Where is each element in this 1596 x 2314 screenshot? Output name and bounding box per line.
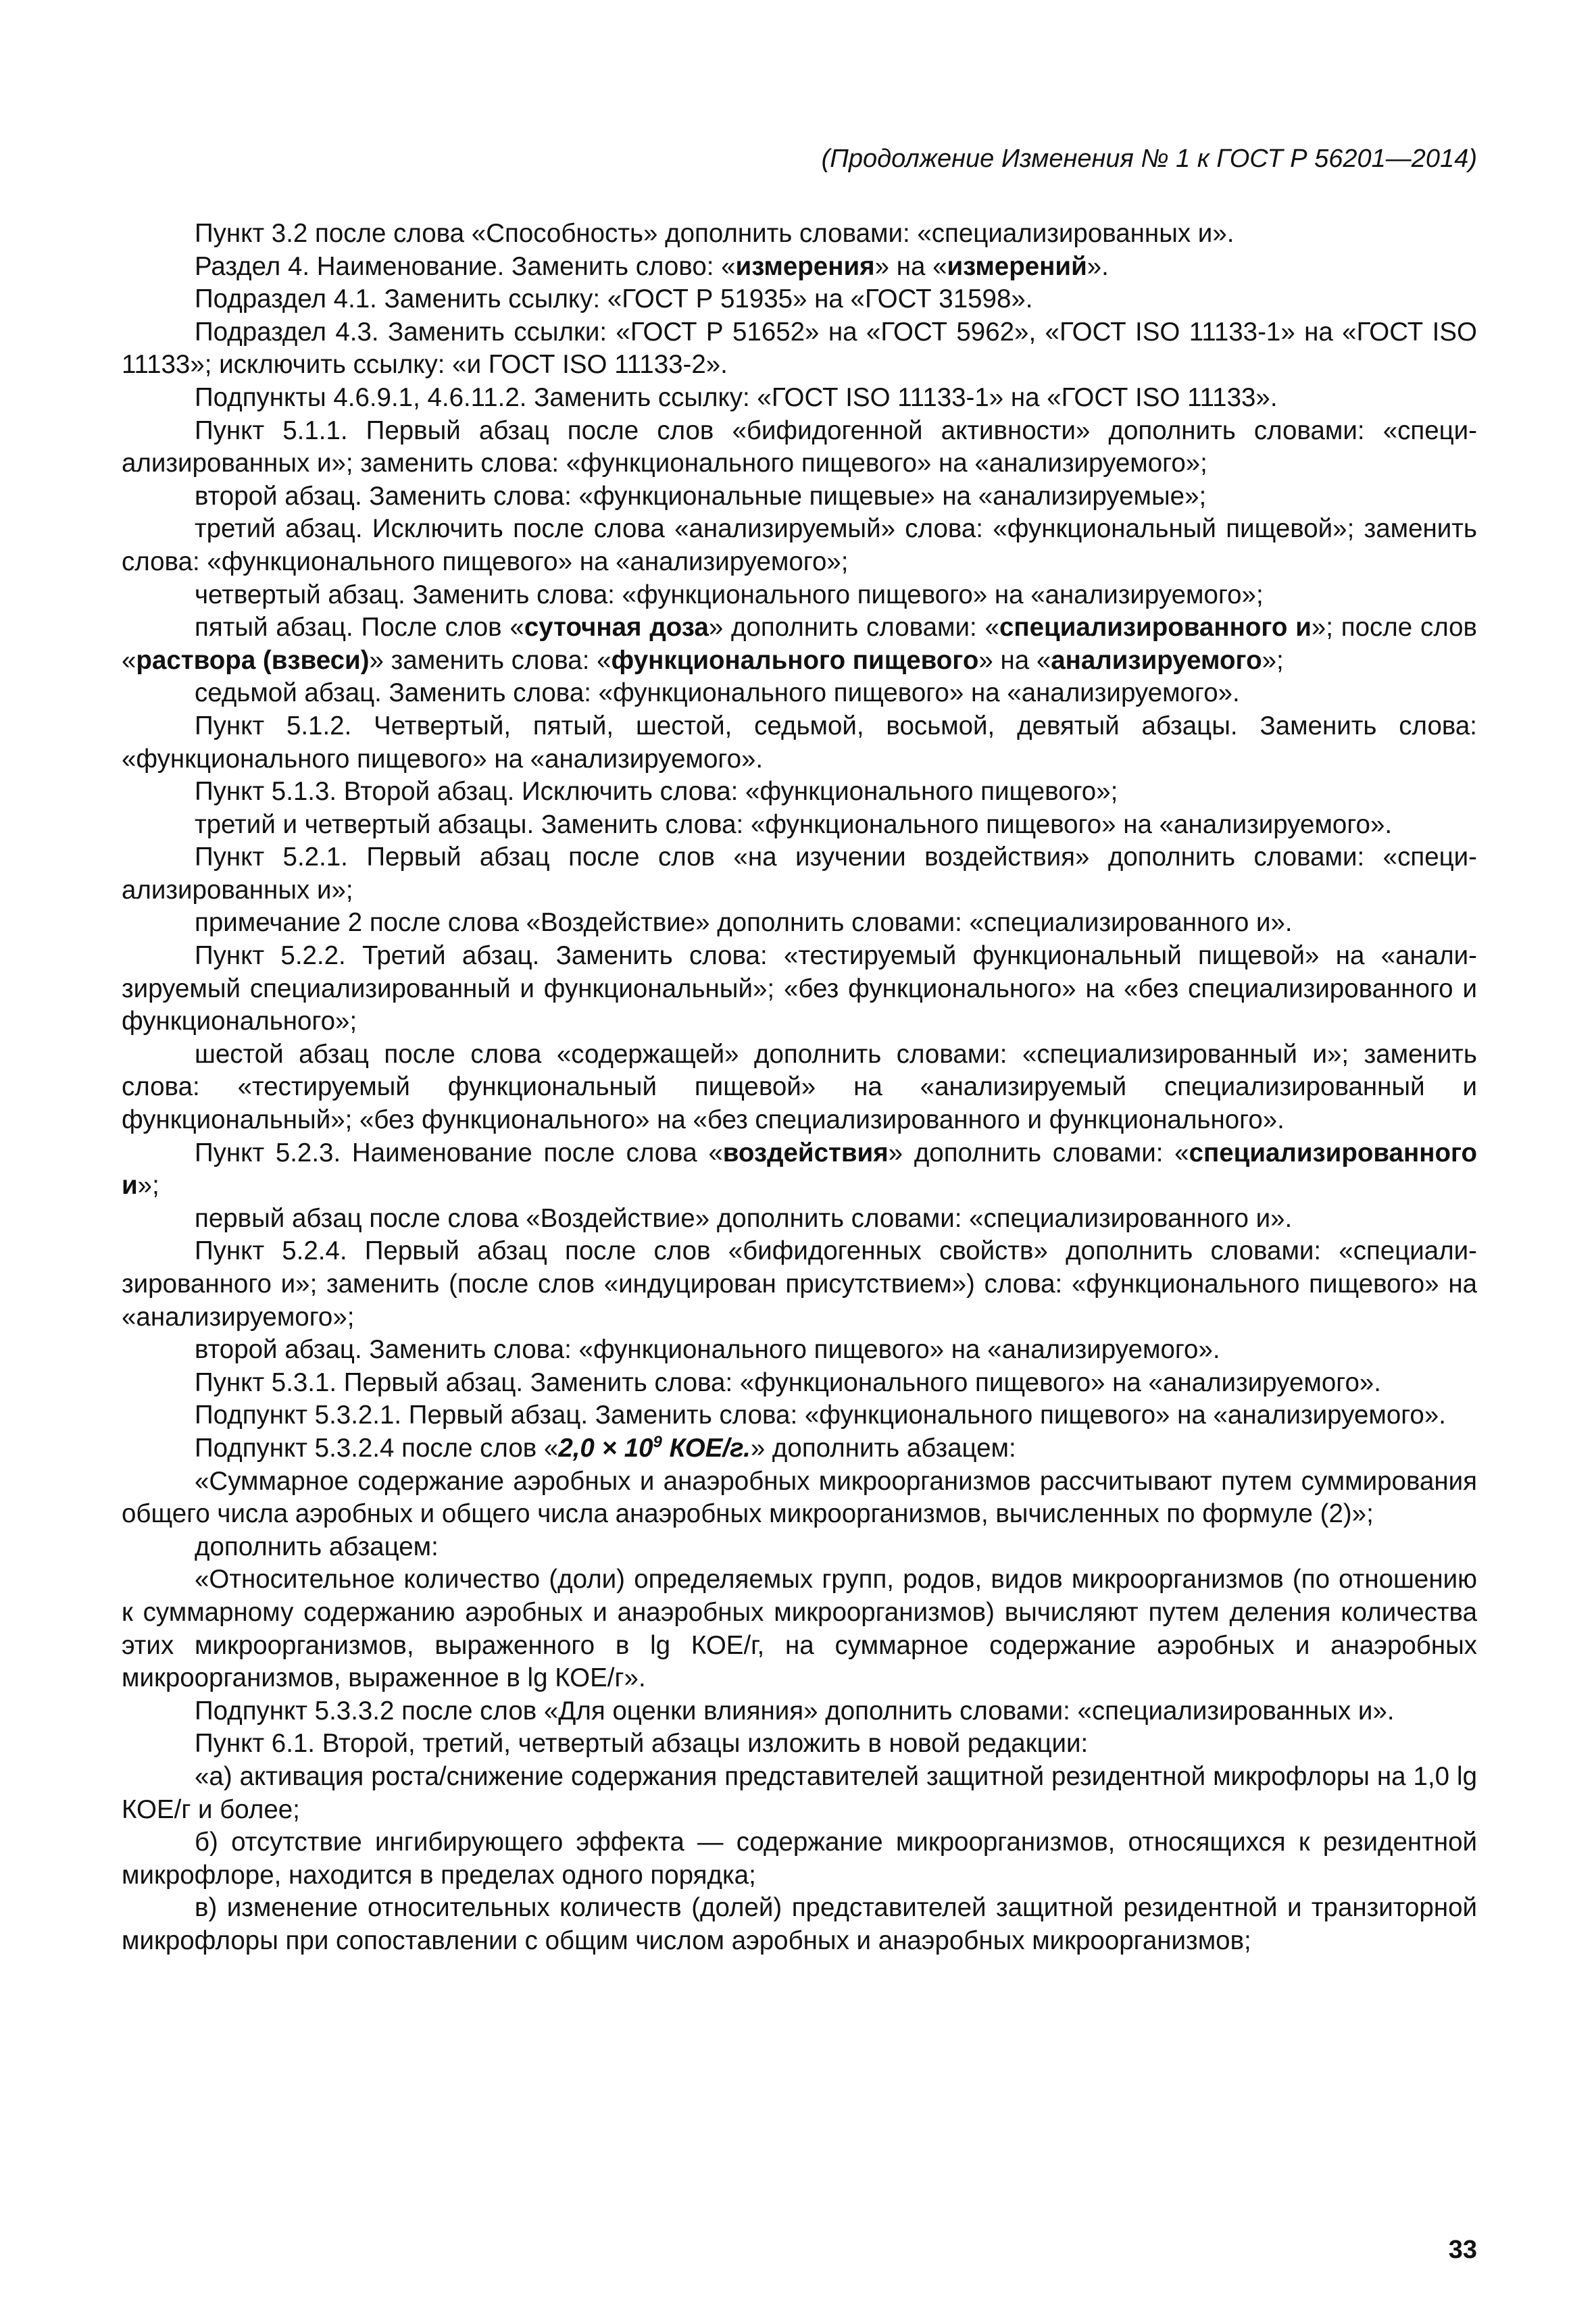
paragraph: «а) активация роста/снижение содержания представителей защитной резидентной микрофлоры на 1,0 lg КОЕ/г и более; (122, 1761, 1477, 1824)
paragraph: Пункт 5.1.2. Четвертый, пятый, шестой, седьмой, восьмой, девятый абзацы. Заменить слова: «функционального пищевого» на «анализируемого». (122, 711, 1477, 774)
paragraph: четвертый абзац. Заменить слова: «функционального пищевого» на «анализируемого»; (195, 580, 1264, 609)
paragraph: Раздел 4. Наименование. Заменить слово: «измерения» на «измерений». (195, 251, 1109, 281)
paragraph: Подраздел 4.1. Заменить ссылку: «ГОСТ Р 51935» на «ГОСТ 31598». (195, 284, 1033, 314)
paragraph: Подпункт 5.3.2.4 после слов «$2,0 \times 10^9$ КОЕ/г.» дополнить абзацем: (195, 1433, 1016, 1463)
paragraph: седьмой абзац. Заменить слова: «функционального пищевого» на «анализируемого». (195, 678, 1240, 708)
paragraph: Подраздел 4.3. Заменить ссылки: «ГОСТ Р 51652» на «ГОСТ 5962», «ГОСТ ISO 11133-1» на «ГОСТ ISO 11133»; исключить ссылку: «и ГОСТ ISO 11133-2». (122, 317, 1477, 380)
page-number: 33 (1448, 2236, 1477, 2264)
paragraph: дополнить абзацем: (195, 1532, 439, 1561)
paragraph: пятый абзац. После слов «суточная доза» дополнить словами: «специализированного и»; после слов «раствора (взвеси)» заменить слова: «функционального пищевого» на «анализируемого»; (122, 613, 1478, 675)
paragraph: второй абзац. Заменить слова: «функционального пищевого» на «анализируемого». (195, 1335, 1220, 1365)
paragraph: Пункт 5.2.2. Третий абзац. Заменить слова: «тестируемый функциональный пищевой» на «анализируемый специализированный и функциональный»; «без функционального» на «без специализированного и функционального»; (122, 941, 1477, 1036)
paragraph: Пункт 3.2 после слова «Способность» дополнить словами: «специализированных и». (195, 219, 1235, 248)
paragraph: Пункт 5.2.4. Первый абзац после слов «бифидогенных свойств» дополнить словами: «специализированного и»; заменить (после слов «индуцирован присутствием») слова: «функционального пищевого» на «анализируемого»; (122, 1236, 1477, 1332)
paragraph: третий и четвертый абзацы. Заменить слова: «функционального пищевого» на «анализируемого». (195, 809, 1393, 839)
paragraph: Пункт 5.1.3. Второй абзац. Исключить слова: «функционального пищевого»; (195, 777, 1118, 807)
paragraph: примечание 2 после слова «Воздействие» дополнить словами: «специализированного и». (195, 908, 1293, 938)
paragraph: в) изменение относительных количеств (долей) представителей защитной резидентной и транзиторной микрофлоры при сопоставлении с общим числом аэробных и анаэробных микроорганизмов; (122, 1893, 1477, 1955)
paragraph: б) отсутствие ингибирующего эффекта — содержание микроорганизмов, относящихся к резидентной микрофлоре, находится в пределах одного порядка; (122, 1828, 1477, 1890)
paragraph: Подпункты 4.6.9.1, 4.6.11.2. Заменить ссылку: «ГОСТ ISO 11133-1» на «ГОСТ ISO 11133». (195, 382, 1278, 412)
running-header: (Продолжение Изменения № 1 к ГОСТ Р 56201—2014) (821, 145, 1477, 173)
paragraph: «Суммарное содержание аэробных и анаэробных микроорганизмов рассчитывают путем суммирования общего числа аэробных и общего числа анаэробных микроорганизмов, вычисленных по формуле (2)»; (122, 1466, 1477, 1529)
paragraph: Подпункт 5.3.3.2 после слов «Для оценки влияния» дополнить словами: «специализированных и». (195, 1696, 1395, 1726)
document-body (122, 218, 1477, 1957)
paragraph: Пункт 6.1. Второй, третий, четвертый абзацы изложить в новой редакции: (195, 1729, 1089, 1759)
paragraph: шестой абзац после слова «содержащей» дополнить словами: «специализированный и»; заменить слова: «тестируемый функциональный пищевой» на «анализируемый специализированный и функциональный»; «без функционального» на «без специализированного и функционального». (122, 1039, 1477, 1135)
paragraph: Пункт 5.2.3. Наименование после слова «воздействия» дополнить словами: «специализированного и»; (122, 1138, 1478, 1201)
paragraph: Пункт 5.3.1. Первый абзац. Заменить слова: «функционального пищевого» на «анализируемого». (195, 1367, 1381, 1397)
paragraph: второй абзац. Заменить слова: «функциональные пищевые» на «анализируемые»; (195, 481, 1207, 511)
paragraph: первый абзац после слова «Воздействие» дополнить словами: «специализированного и». (195, 1203, 1293, 1233)
paragraph: Подпункт 5.3.2.1. Первый абзац. Заменить слова: «функционального пищевого» на «анализируемого». (195, 1401, 1446, 1430)
paragraph: «Относительное количество (доли) определяемых групп, родов, видов микроорганизмов (по отношению к суммарному содержанию аэробных и анаэробных микроорганизмов) вычисляют путем деления количества этих микроорганизмов, выраженного в lg КОЕ/г, на суммарное содержание аэробных и анаэробных микроорганизмов, выраженное в lg КОЕ/г». (122, 1565, 1477, 1693)
paragraph: Пункт 5.2.1. Первый абзац после слов «на изучении воздействия» дополнить словами: «специализированных и»; (122, 842, 1477, 905)
paragraph: третий абзац. Исключить после слова «анализируемый» слова: «функциональный пищевой»; заменить слова: «функционального пищевого» на «анализируемого»; (122, 514, 1477, 576)
paragraph: Пункт 5.1.1. Первый абзац после слов «бифидогенной активности» дополнить словами: «специализированных и»; заменить слова: «функционального пищевого» на «анализируемого»; (122, 416, 1477, 478)
